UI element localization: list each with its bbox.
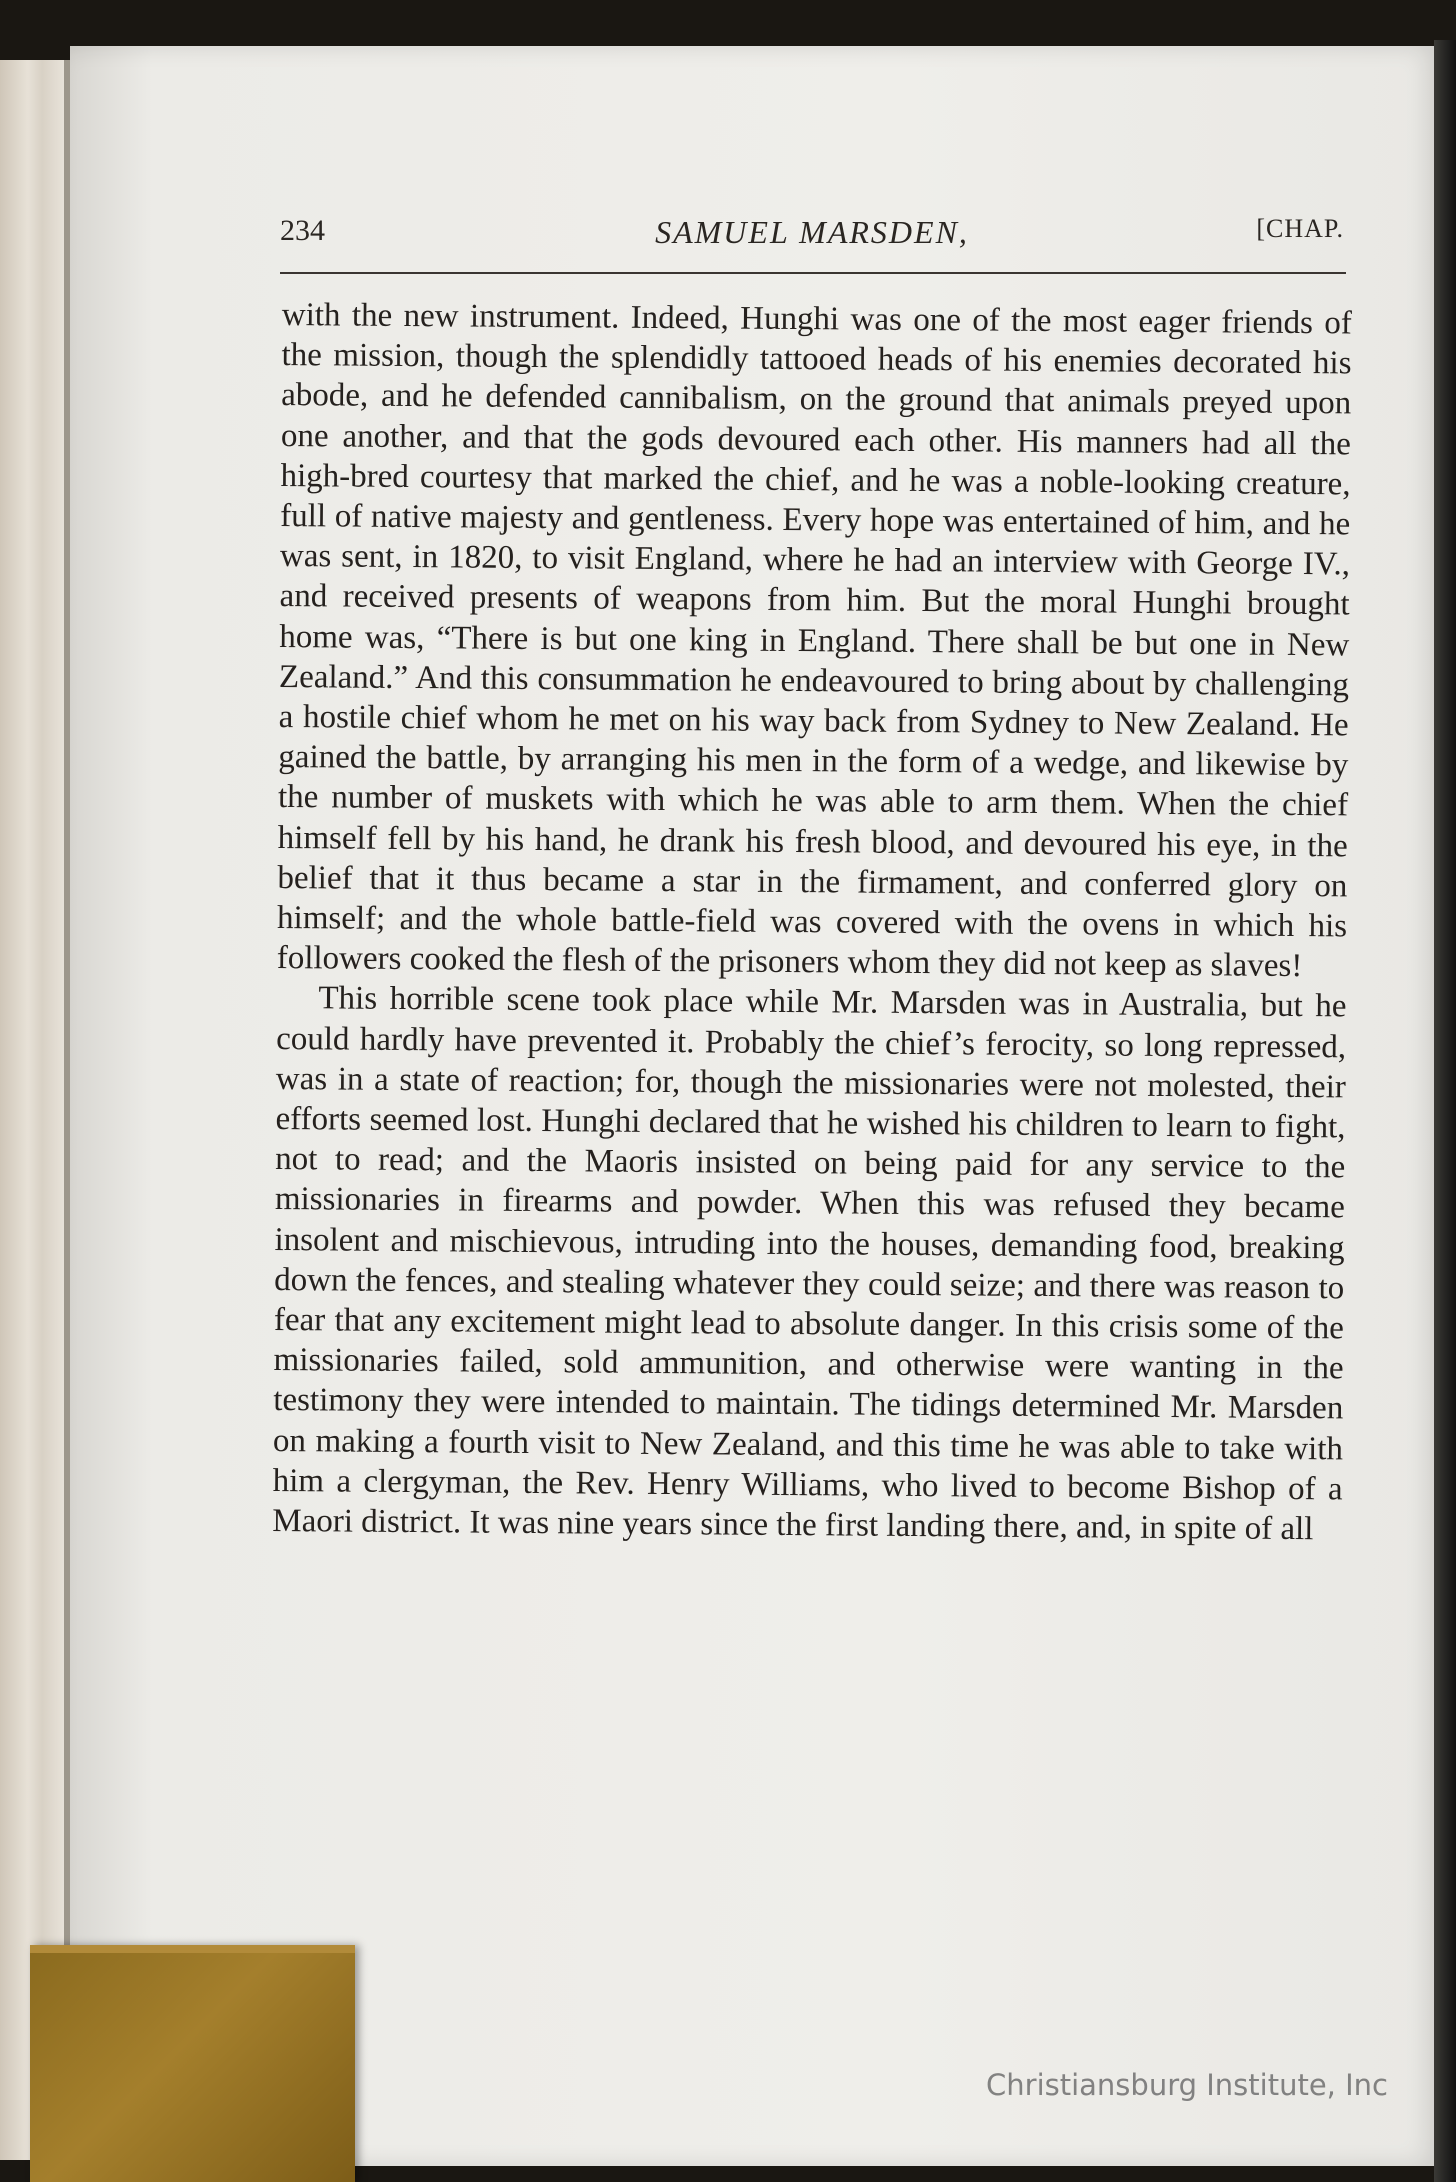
body-text <box>272 295 1352 1550</box>
paragraph-1: with the new instrument. Indeed, Hunghi was one of the most eager friends of the mission, though the splendidly tattooed heads of his enemies decorated his abode, and he defended cannibalism, on the ground that animals preyed upon one another, and that the gods devoured each other. His manners had all the high-bred courtesy that marked the chief, and he was a noble-looking creature, full of native majesty and gentleness. Every hope was entertained of him, and he was sent, in 1820, to visit England, where he had an interview with George IV., and received presents of weapons from him. But the moral Hunghi brought home was, “There is but one king in England. There shall be but one in New Zealand.” And this consummation he endeavoured to bring about by challenging a hostile chief whom he met on his way back from Sydney to New Zealand. He gained the battle, by arranging his men in the form of a wedge, and likewise by the number of muskets with which he was able to arm them. When the chief himself fell by his hand, he drank his fresh blood, and devoured his eye, in the belief that it thus became a star in the firmament, and conferred glory on himself; and the whole battle-field was covered with the ovens in which his followers cooked the flesh of the prisoners whom they did not keep as slaves! <box>276 296 1352 985</box>
page-shadow-edge <box>1434 40 1456 2182</box>
paragraph-2: This horrible scene took place while Mr. Marsden was in Australia, but he could hardly have prevented it. Probably the chief’s ferocity, so long repressed, was in a state of reaction; for, though the missionaries were not molested, their efforts seemed lost. Hunghi declared that he wished his children to learn to fight, not to read; and the Maoris insisted on being paid for any service to the missionaries in firearms and powder. When this was refused they became insolent and mischievous, intruding into the houses, demanding food, breaking down the fences, and stealing whatever they could seize; and there was reason to fear that any excitement might lead to absolute danger. In this crisis some of the missionaries failed, sold ammunition, and otherwise were wanting in the testimony they were intended to maintain. The tidings determined Mr. Marsden on making a fourth visit to New Zealand, and this time he was able to take with him a clergyman, the Rev. Henry Williams, who lived to become Bishop of a Maori district. It was nine years since the first landing there, and, in spite of all <box>272 980 1347 1548</box>
page-stack-edge <box>0 60 70 2160</box>
chapter-mark: [CHAP. <box>1256 214 1344 243</box>
book-title: SAMUEL MARSDEN, <box>655 214 969 250</box>
page-number: 234 <box>280 214 325 247</box>
running-head <box>280 214 1344 260</box>
watermark: Christiansburg Institute, Inc <box>986 2068 1388 2102</box>
header-rule <box>280 272 1346 274</box>
gold-bookmark <box>30 1945 355 2182</box>
